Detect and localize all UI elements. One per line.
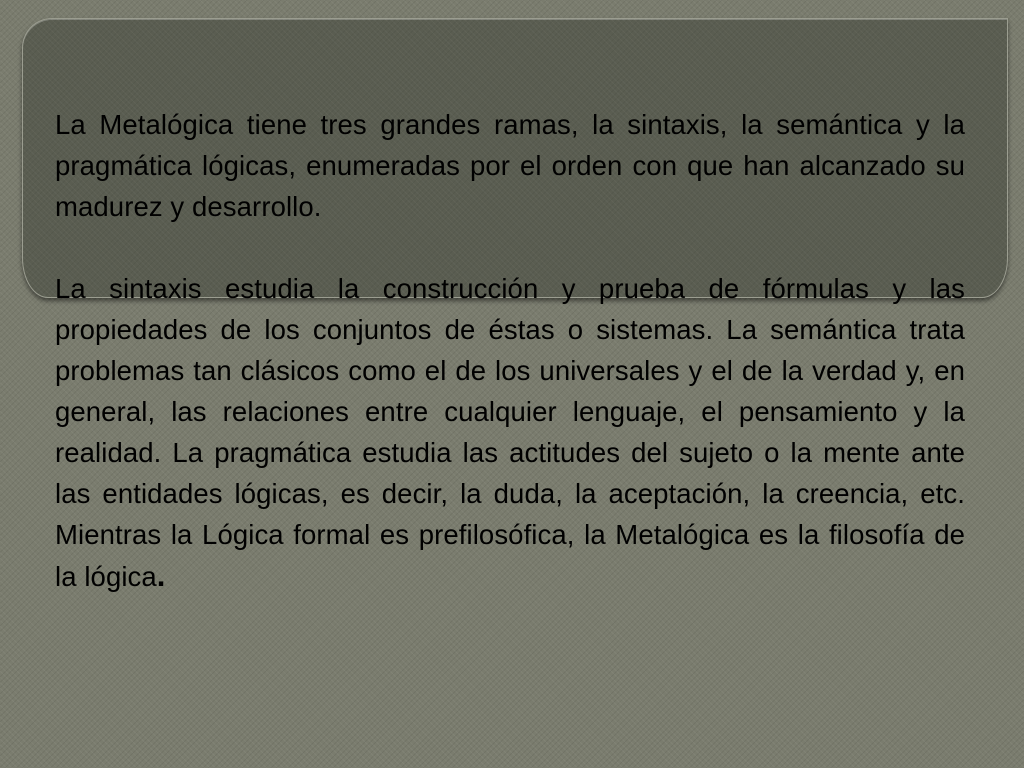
paragraph-definitions-text: La sintaxis estudia la construcción y prueba de fórmulas y las propiedades de los conjuntos de éstas o sistemas. La semántica trata problemas tan clásicos como el de los universales y el de la verdad y, en general, las relaciones entre cualquier lenguaje, el pensamiento y la realidad. La pragmática estudia las actitudes del sujeto o la mente ante las entidades lógicas, es decir, la duda, la aceptación, la creencia, etc. Mientras la Lógica formal es prefilosófica, la Metalógica es la filosofía de la lógica: [55, 273, 965, 592]
paragraph-branches: [55, 104, 965, 227]
closing-period: .: [156, 558, 166, 593]
paragraph-definitions: [55, 268, 965, 597]
paragraph-branches-text: La Metalógica tiene tres grandes ramas, la sintaxis, la semántica y la pragmática lógicas, enumeradas por el orden con que han alcanzado su madurez y desarrollo.: [55, 109, 965, 222]
slide-body: [55, 104, 965, 597]
